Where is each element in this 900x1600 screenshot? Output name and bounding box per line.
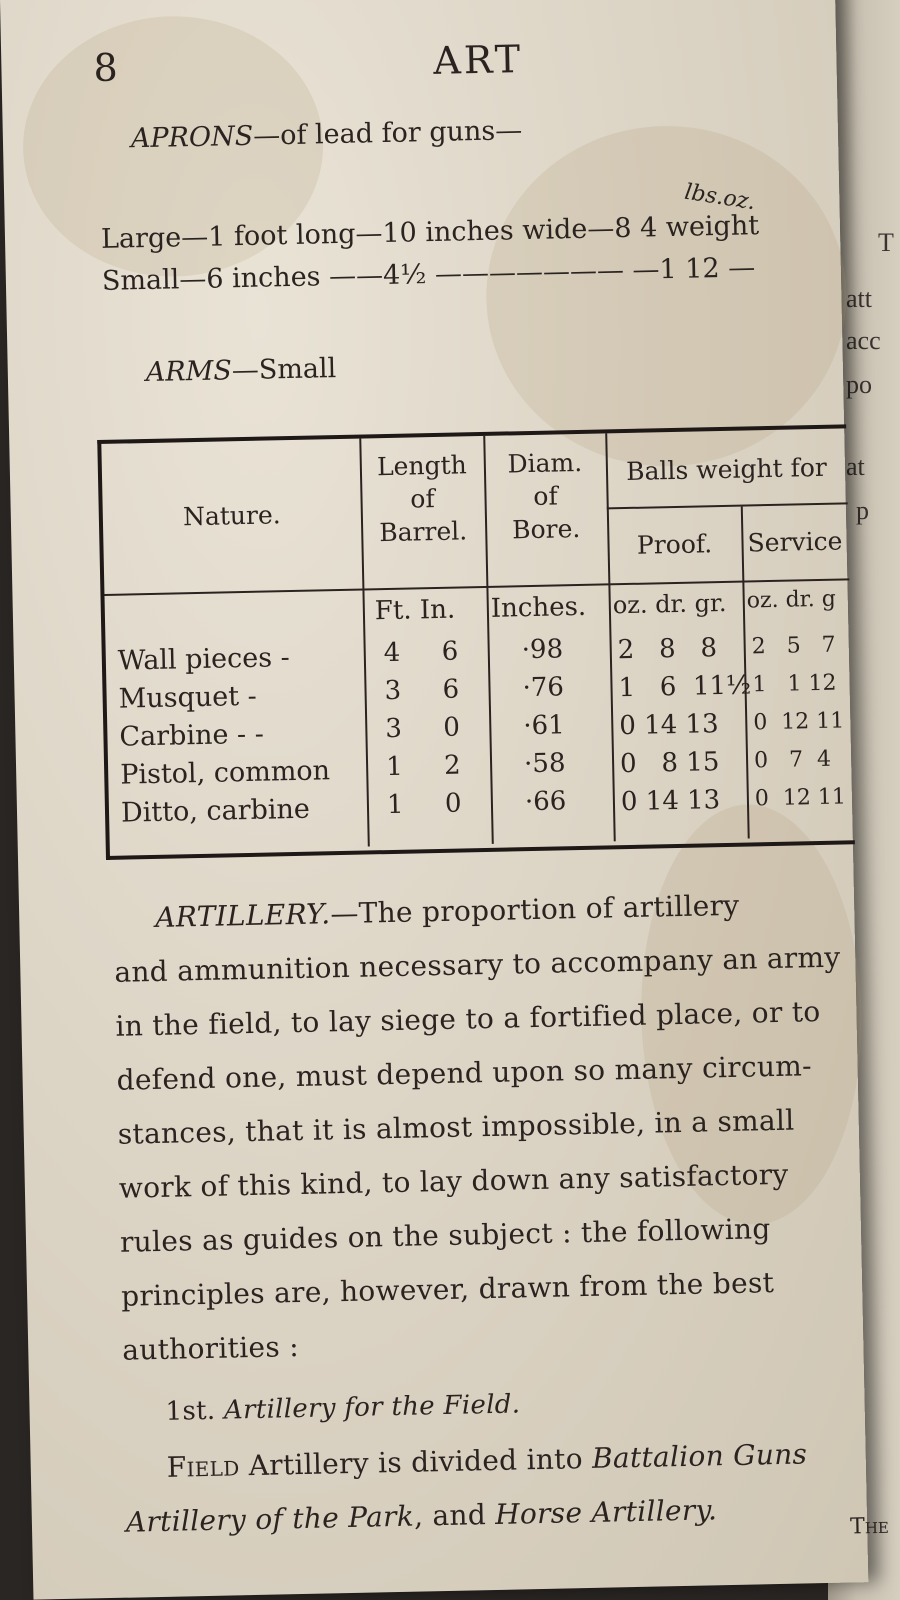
body-line: principles are, however, drawn from the best bbox=[120, 1266, 775, 1313]
header-length bbox=[360, 448, 486, 550]
header-length-line: Barrel. bbox=[378, 516, 468, 548]
apron-row: Small—6 inches ——4½ ——————— —1 12 — bbox=[101, 252, 756, 297]
row-inches: 6 bbox=[441, 636, 459, 667]
row-nature: Wall pieces - bbox=[117, 642, 291, 677]
row-nature: Carbine - - bbox=[119, 718, 265, 753]
row-proof: 0 14 13 bbox=[619, 709, 719, 742]
row-proof: 0 8 15 bbox=[619, 747, 720, 780]
row-proof: 0 14 13 bbox=[620, 785, 721, 818]
row-feet: 3 bbox=[384, 675, 402, 707]
header-diameter-line: Diam. bbox=[507, 447, 583, 479]
body-line: stances, that it is almost impossible, in a small bbox=[117, 1103, 795, 1151]
row-inches: 2 bbox=[443, 750, 461, 781]
row-nature: Ditto, carbine bbox=[120, 793, 311, 829]
facing-fragment: at bbox=[846, 452, 865, 481]
row-service: 2 5 7 bbox=[751, 632, 836, 660]
unit-ft-in: Ft. In. bbox=[374, 594, 456, 627]
arms-entry bbox=[146, 353, 337, 388]
row-feet: 4 bbox=[383, 637, 401, 669]
field-number: 1st. bbox=[165, 1395, 216, 1427]
facing-fragment: T bbox=[878, 228, 894, 257]
facing-fragment: acc bbox=[846, 326, 881, 355]
row-bore: ·98 bbox=[521, 634, 564, 666]
page-number: 8 bbox=[92, 45, 119, 91]
header-rule bbox=[607, 502, 848, 509]
unit-proof: oz. dr. gr. bbox=[612, 588, 727, 620]
body-line: and ammunition necessary to accompany an army bbox=[114, 940, 841, 989]
unit-inches: Inches. bbox=[490, 591, 587, 624]
row-feet: 1 bbox=[385, 751, 404, 783]
row-service: 0 12 11 bbox=[754, 784, 847, 812]
row-bore: ·76 bbox=[522, 672, 565, 704]
row-proof: 2 8 8 bbox=[617, 633, 718, 666]
body-line: authorities : bbox=[121, 1330, 300, 1367]
horse-artillery: Horse Artillery. bbox=[494, 1493, 718, 1531]
facing-fragment: p bbox=[856, 496, 869, 525]
header-rule bbox=[104, 578, 849, 596]
facing-fragment: att bbox=[846, 284, 872, 313]
running-head: ART bbox=[432, 37, 524, 83]
header-length-line: of bbox=[410, 484, 435, 514]
water-stain bbox=[483, 122, 850, 469]
small-arms-table bbox=[97, 424, 855, 860]
header-diameter-line: of bbox=[533, 481, 558, 511]
body-line: work of this kind, to lay down any satisfactory bbox=[118, 1157, 789, 1205]
header-nature: Nature. bbox=[182, 500, 281, 532]
row-service: 0 7 4 bbox=[753, 746, 832, 774]
row-inches: 0 bbox=[444, 788, 462, 819]
field-line bbox=[166, 1437, 807, 1483]
row-nature: Musquet - bbox=[118, 680, 258, 715]
row-feet: 3 bbox=[385, 713, 403, 745]
apron-row: Large—1 foot long—10 inches wide—8 4 weight bbox=[100, 210, 760, 255]
field-line-text: Artillery is divided into bbox=[239, 1441, 593, 1483]
field-subheading bbox=[165, 1389, 520, 1426]
artillery-heading: ARTILLERY. bbox=[154, 897, 331, 934]
column-rule bbox=[605, 433, 616, 841]
unit-service: oz. dr. g bbox=[746, 586, 837, 614]
header-length-line: Length bbox=[376, 450, 467, 482]
battalion-guns: Battalion Guns bbox=[591, 1437, 808, 1475]
facing-fragment: po bbox=[846, 370, 872, 399]
arms-heading: ARMS bbox=[145, 355, 233, 389]
row-inches: 6 bbox=[442, 674, 460, 705]
row-service: 1 1 12 bbox=[752, 670, 837, 698]
field-heading: Artillery for the Field. bbox=[223, 1389, 521, 1426]
body-line: —The proportion of artillery bbox=[330, 888, 740, 931]
header-diameter-line: Bore. bbox=[511, 513, 581, 545]
units-label: lbs.oz. bbox=[682, 179, 758, 216]
row-bore: ·61 bbox=[523, 710, 565, 742]
row-nature: Pistol, common bbox=[119, 755, 331, 791]
header-diameter bbox=[483, 445, 607, 547]
arms-description: —Small bbox=[231, 353, 337, 387]
aprons-description: —of lead for guns— bbox=[252, 115, 523, 152]
artillery-of-park: Artillery of the Park bbox=[125, 1499, 415, 1539]
last-line-text: , and bbox=[413, 1497, 496, 1533]
row-service: 0 12 11 bbox=[753, 708, 845, 736]
field-word: Field bbox=[166, 1449, 240, 1484]
header-proof: Proof. bbox=[636, 529, 713, 560]
aprons-heading: APRONS bbox=[130, 120, 254, 155]
body-line: defend one, must depend upon so many circum- bbox=[116, 1049, 813, 1097]
last-line bbox=[126, 1493, 718, 1538]
body-line: in the field, to lay siege to a fortified place, or to bbox=[115, 995, 821, 1043]
body-line: rules as guides on the subject : the following bbox=[119, 1212, 771, 1259]
row-bore: ·58 bbox=[523, 748, 566, 780]
row-feet: 1 bbox=[386, 789, 404, 821]
row-proof: 1 6 11½ bbox=[618, 670, 752, 704]
catchword: The bbox=[849, 1513, 890, 1540]
header-balls-weight: Balls weight for bbox=[625, 452, 828, 486]
row-inches: 0 bbox=[443, 712, 461, 743]
header-service: Service bbox=[747, 526, 843, 558]
row-bore: ·66 bbox=[524, 786, 567, 818]
